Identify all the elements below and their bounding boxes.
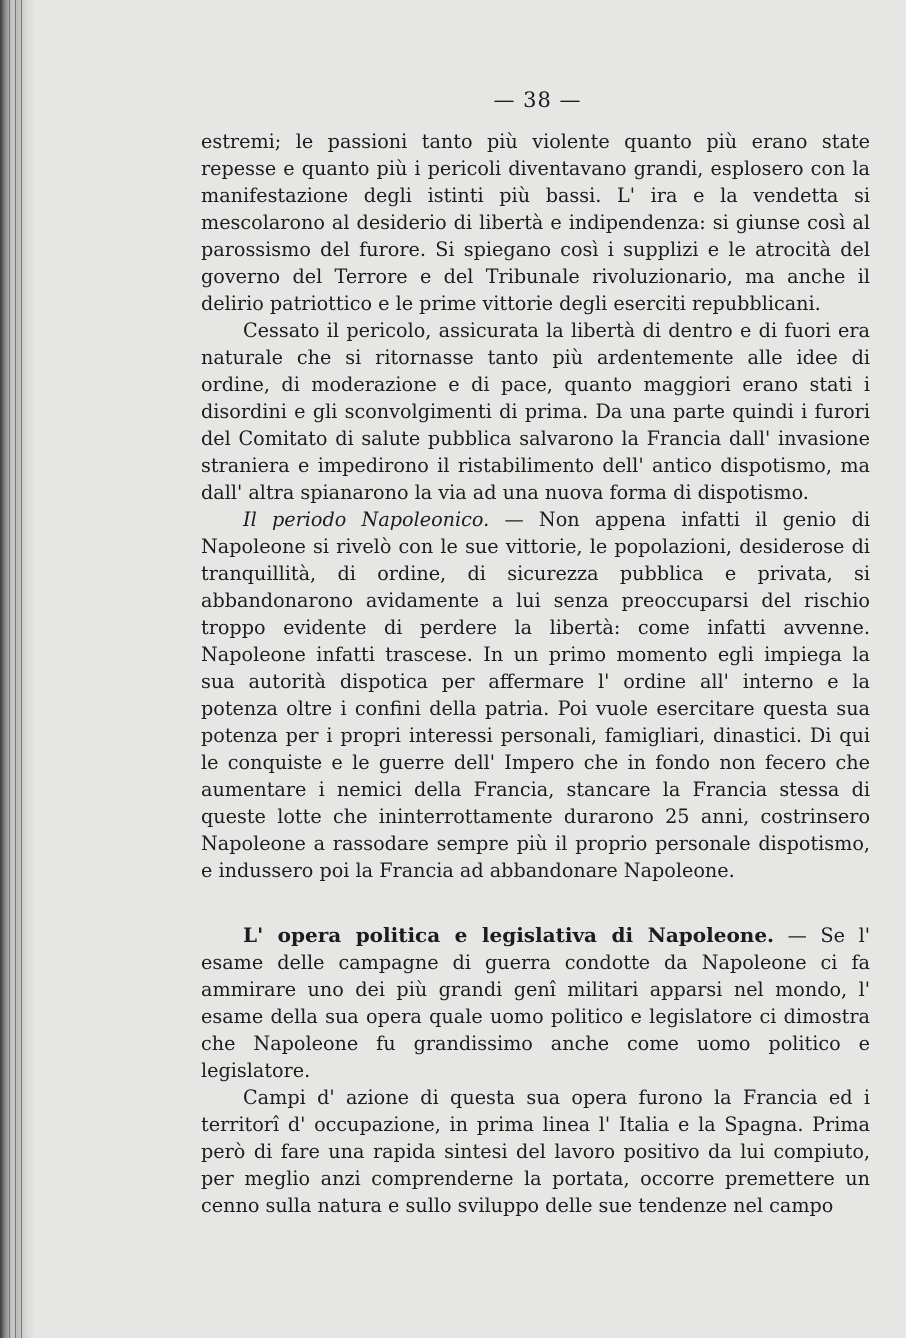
book-spine-shadow [0, 0, 36, 1338]
page-body [201, 128, 870, 1219]
paragraph-3-body: — Non appena infatti il genio di Napoleone si rivelò con le sue vittorie, le popolazioni, desiderose di tranquillità, di ordine, di sicurezza pubblica e privata, si abbandonarono avidamente a lui senza preoccuparsi del rischio troppo evidente di perdere la libertà: come infatti avvenne. Napoleone infatti trascese. In un primo momento egli impiega la sua autorità dispotica per affermare l' ordine all' interno e la potenza oltre i confini della patria. Poi vuole esercitare questa sua potenza per i propri interessi personali, famigliari, dinastici. Di qui le conquiste e le guerre dell' Impero che in fondo non fecero che aumentare i nemici della Francia, stancare la Francia stessa di queste lotte che ininterrottamente durarono 25 anni, costrinsero Napoleone a rassodare sempre più il proprio personale dispotismo, e indussero poi la Francia ad abbandonare Napoleone. [201, 508, 870, 882]
paragraph-2: Cessato il pericolo, assicurata la libertà di dentro e di fuori era naturale che si ritornasse tanto più ardentemente alle idee di ordine, di moderazione e di pace, quanto maggiori erano stati i disordini e gli sconvolgimenti di prima. Da una parte quindi i furori del Comitato di salute pubblica salvarono la Francia dall' invasione straniera e impedirono il ristabilimento dell' antico dispotismo, ma dall' altra spianarono la via ad una nuova forma di dispotismo. [201, 319, 870, 504]
paragraph-4-body: — Se l' esame delle campagne di guerra condotte da Napoleone ci fa ammirare uno dei più grandi genî militari apparsi nel mondo, l' esame della sua opera quale uomo politico e legislatore ci dimostra che Napoleone fu grandissimo anche come uomo politico e legislatore. [201, 924, 870, 1082]
spine-line [21, 0, 22, 1338]
paragraph-5: Campi d' azione di questa sua opera furono la Francia ed i territorî d' occupazione, in prima linea l' Italia e la Spagna. Prima però di fare una rapida sintesi del lavoro positivo da lui compiuto, per meglio anzi comprenderne la portata, occorre premettere un cenno sulla natura e sullo sviluppo delle sue tendenze nel campo [201, 1086, 870, 1217]
page-number: — 38 — [493, 88, 582, 112]
paragraph-3 [201, 506, 870, 884]
section-heading-opera-politica: L' opera politica e legislativa di Napoleone. [243, 923, 775, 947]
paragraph-4 [201, 922, 870, 1084]
section-title-periodo-napoleonico: Il periodo Napoleonico. [243, 508, 490, 531]
paragraph-1: estremi; le passioni tanto più violente quanto più erano state repesse e quanto più i pericoli diventavano grandi, esplosero con la manifestazione degli istinti più bassi. L' ira e la vendetta si mescolarono al desiderio di libertà e indipendenza: si giunse così al parossismo del furore. Si spiegano così i supplizi e le atrocità del governo del Terrore e del Tribunale rivoluzionario, ma anche il delirio patriottico e le prime vittorie degli eserciti repubblicani. [201, 130, 870, 315]
spine-line [9, 0, 10, 1338]
spine-line [15, 0, 16, 1338]
